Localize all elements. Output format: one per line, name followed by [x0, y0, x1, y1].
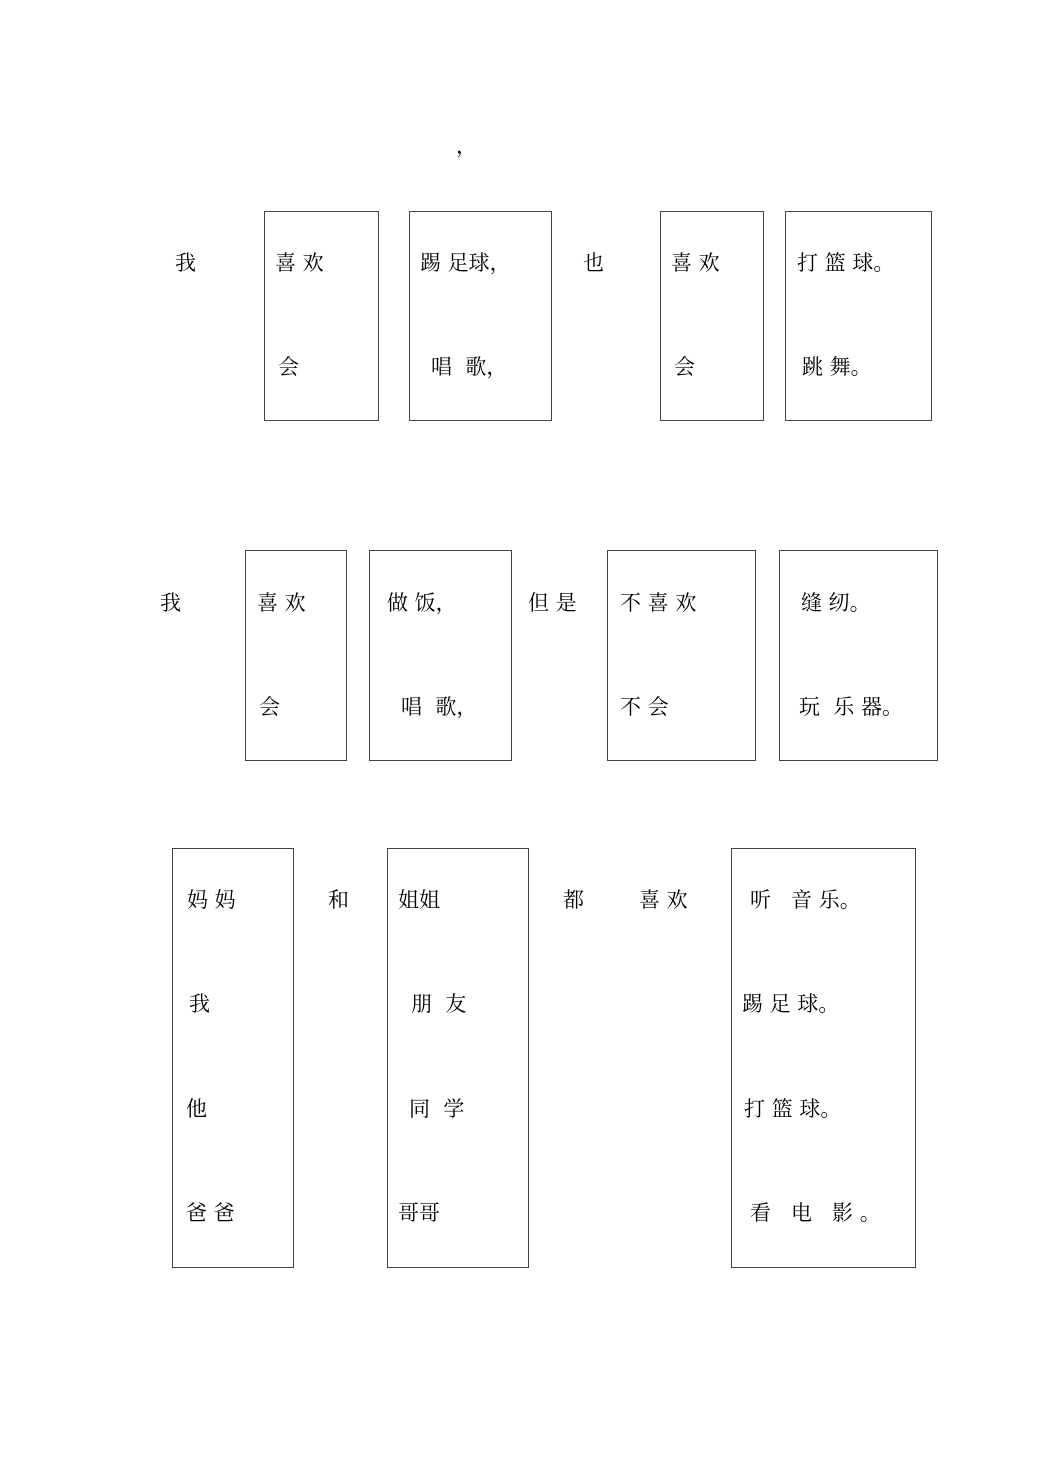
row2-connector: 但 是 — [528, 591, 577, 615]
row1-object-option: 唱 歌， — [431, 355, 508, 379]
row2-object-option: 做 饭， — [387, 591, 457, 615]
row1-verb2-box — [660, 211, 764, 421]
row3-object-option: 踢 足 球。 — [742, 992, 840, 1016]
row3-subject-option: 他 — [186, 1097, 207, 1121]
row3-subject-option: 爸 爸 — [186, 1201, 235, 1225]
row1-object-box — [409, 211, 552, 421]
row2-object2-option: 玩 乐 器。 — [799, 695, 904, 719]
row1-object2-option: 打 篮 球。 — [797, 251, 895, 275]
row3-subject2-option: 同 学 — [409, 1097, 465, 1121]
row3-adverb: 都 — [563, 888, 584, 912]
row1-verb-box — [264, 211, 379, 421]
row2-object2-box — [779, 550, 938, 761]
row3-subject2-option: 哥哥 — [398, 1201, 440, 1225]
row1-subject: 我 — [175, 251, 196, 275]
row3-subject-option: 我 — [189, 992, 210, 1016]
top-comma: ， — [456, 134, 477, 158]
row1-connector: 也 — [583, 251, 604, 275]
row2-object-option: 唱 歌， — [401, 695, 478, 719]
row3-subject2-option: 朋 友 — [411, 992, 467, 1016]
row1-verb2-option: 会 — [674, 355, 695, 379]
row1-object-option: 踢 足球， — [420, 251, 511, 275]
row2-verb-option: 会 — [259, 695, 280, 719]
row2-verb2-option: 不 喜 欢 — [620, 591, 697, 615]
row2-verb2-option: 不 会 — [620, 695, 669, 719]
row2-object-box — [369, 550, 512, 761]
row1-verb2-option: 喜 欢 — [671, 251, 720, 275]
row3-subject2-option: 姐姐 — [398, 888, 440, 912]
row2-object2-option: 缝 纫。 — [801, 591, 871, 615]
row2-verb-box — [245, 550, 347, 761]
row2-verb-option: 喜 欢 — [257, 591, 306, 615]
row2-verb2-box — [607, 550, 756, 761]
row1-object2-option: 跳 舞。 — [802, 355, 872, 379]
row1-verb-option: 喜 欢 — [275, 251, 324, 275]
row3-object-option: 看 电 影 。 — [750, 1201, 881, 1225]
row1-verb-option: 会 — [278, 355, 299, 379]
row3-subject-option: 妈 妈 — [187, 888, 236, 912]
row3-connector: 和 — [328, 888, 349, 912]
row3-verb: 喜 欢 — [639, 888, 688, 912]
row3-object-option: 听 音 乐。 — [750, 888, 861, 912]
row2-subject: 我 — [160, 591, 181, 615]
row1-object2-box — [785, 211, 932, 421]
row3-object-option: 打 篮 球。 — [744, 1097, 842, 1121]
